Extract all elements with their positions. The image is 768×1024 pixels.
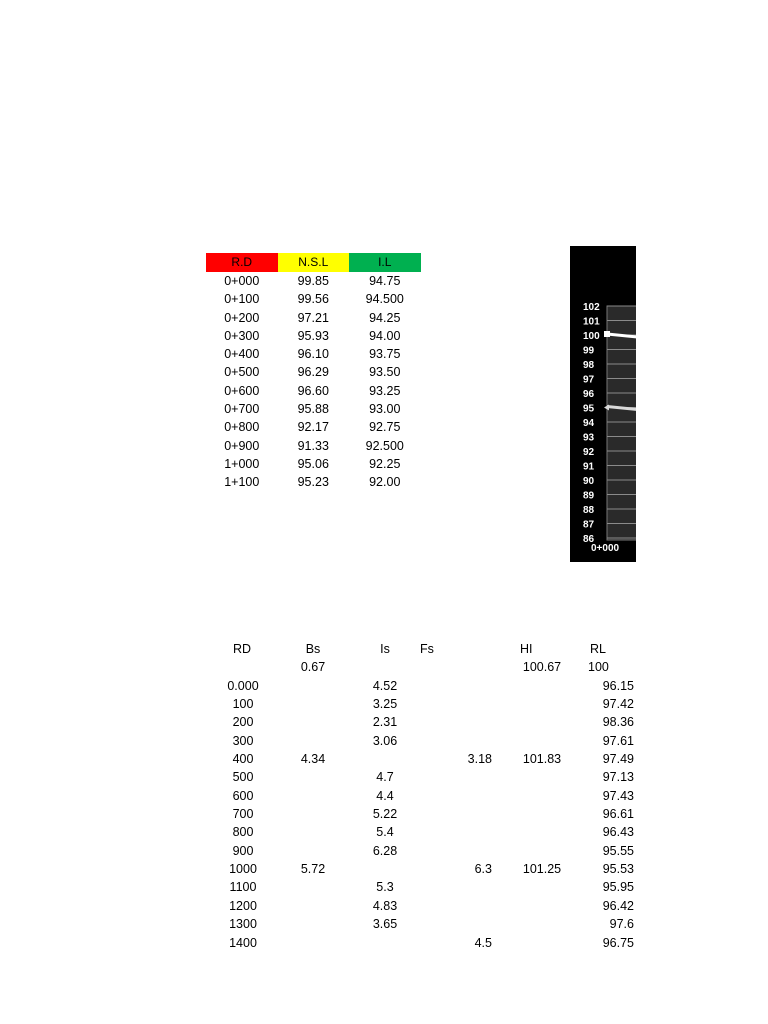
cell-rl: 96.61 — [602, 807, 634, 822]
cell-rl: 97.43 — [602, 788, 634, 803]
cell-rl: 95.95 — [602, 880, 634, 895]
y-tick-label: 99 — [583, 345, 595, 357]
cell-is: 3.25 — [372, 697, 398, 712]
cell-rd: 500 — [232, 770, 254, 785]
cell-nsl: 99.56 — [297, 292, 329, 307]
cell-rd: 1400 — [229, 935, 257, 950]
cell-fs: 3.18 — [467, 752, 492, 767]
profile-chart — [570, 246, 636, 562]
cell-il: 94.25 — [369, 310, 401, 325]
cell-rd: 1+100 — [224, 475, 260, 490]
cell-nsl: 95.93 — [297, 328, 329, 343]
header-rl: RL — [590, 642, 606, 656]
table-row — [0, 805, 768, 823]
table-row — [0, 787, 768, 805]
cell-rl: 100 — [588, 660, 609, 675]
cell-rl: 97.42 — [602, 697, 634, 712]
cell-is: 4.83 — [372, 898, 398, 913]
table-row — [0, 713, 768, 731]
cell-rd: 0+200 — [224, 310, 260, 325]
level-book-header — [0, 640, 768, 658]
cell-is: 5.4 — [376, 825, 394, 840]
y-tick-label: 96 — [583, 389, 595, 400]
cell-hi: 101.25 — [522, 862, 562, 877]
cell-rd: 0+100 — [224, 292, 260, 307]
header-il: I.L — [349, 253, 421, 272]
cell-nsl: 96.10 — [297, 347, 329, 362]
cell-rd: 0+900 — [224, 438, 260, 453]
y-tick-label: 93 — [583, 432, 595, 444]
cell-nsl: 99.85 — [297, 274, 329, 288]
cell-rd: 700 — [232, 807, 254, 822]
cell-rl: 98.36 — [602, 715, 634, 730]
header-nsl: N.S.L — [278, 253, 350, 272]
y-tick-label: 92 — [583, 447, 595, 458]
cell-fs: 4.5 — [474, 935, 492, 950]
cell-rd: 0+700 — [224, 402, 260, 417]
cell-il: 94.500 — [365, 292, 404, 307]
table-row — [206, 400, 421, 418]
cell-hi: 100.67 — [522, 660, 562, 675]
cell-rl: 97.6 — [609, 917, 634, 932]
cell-il: 92.75 — [369, 420, 401, 435]
cell-rd: 1200 — [229, 898, 257, 913]
cell-il: 93.75 — [369, 347, 401, 362]
cell-rd: 400 — [232, 752, 254, 767]
cell-is: 3.65 — [372, 917, 398, 932]
table-row — [206, 437, 421, 455]
cell-bs: 4.34 — [300, 752, 326, 767]
table-row — [0, 823, 768, 841]
y-tick-label: 97 — [583, 374, 595, 386]
cell-rd: 0+300 — [224, 328, 260, 343]
cell-rd: 800 — [232, 825, 254, 840]
table-row — [206, 363, 421, 381]
cell-nsl: 95.88 — [297, 402, 329, 417]
cell-il: 92.00 — [369, 475, 401, 490]
table-row — [0, 658, 768, 676]
cell-rd: 300 — [232, 733, 254, 748]
y-tick-label: 91 — [583, 461, 595, 473]
cell-rd: 600 — [232, 788, 254, 803]
section-table-body — [206, 272, 421, 492]
cell-rd: 900 — [232, 843, 254, 858]
header-rd: R.D — [206, 253, 278, 272]
cell-nsl: 95.06 — [297, 456, 329, 471]
y-tick-label: 101 — [583, 316, 600, 328]
table-row — [206, 382, 421, 400]
cell-is: 4.7 — [376, 770, 394, 785]
header-hi: HI — [520, 642, 533, 656]
cell-is: 6.28 — [372, 843, 398, 858]
cell-il: 92.500 — [365, 438, 404, 453]
cell-nsl: 96.60 — [297, 383, 329, 398]
level-book-table — [0, 640, 768, 952]
cell-rl: 97.13 — [602, 770, 634, 785]
cell-rd: 0+800 — [224, 420, 260, 435]
cell-is: 2.31 — [372, 715, 398, 730]
cell-rd: 1100 — [229, 880, 257, 895]
table-row — [206, 309, 421, 327]
cell-rd: 0+600 — [224, 383, 260, 398]
cell-bs: 5.72 — [300, 862, 326, 877]
cell-rd: 1300 — [229, 917, 257, 932]
y-tick-label: 90 — [583, 476, 595, 487]
plot-area — [607, 306, 636, 540]
table-row — [0, 732, 768, 750]
table-row — [206, 455, 421, 473]
y-tick-label: 86 — [583, 534, 595, 545]
cell-rd: 1000 — [229, 862, 257, 877]
cell-nsl: 91.33 — [297, 438, 329, 453]
level-book-body — [0, 658, 768, 952]
table-row — [206, 345, 421, 363]
table-row — [0, 677, 768, 695]
cell-il: 93.00 — [369, 402, 401, 417]
cell-is: 4.52 — [372, 678, 398, 693]
y-tick-label: 95 — [583, 403, 595, 415]
table-row — [0, 915, 768, 933]
y-tick-label: 98 — [583, 360, 595, 371]
cell-nsl: 95.23 — [297, 475, 329, 490]
table-row — [0, 934, 768, 952]
cell-fs: 6.3 — [474, 862, 492, 877]
table-row — [0, 768, 768, 786]
cell-rd: 0.000 — [227, 678, 259, 693]
cell-nsl: 96.29 — [297, 365, 329, 380]
cell-il: 94.00 — [369, 328, 401, 343]
cell-rl: 95.53 — [602, 862, 634, 877]
profile-chart-svg — [570, 246, 636, 562]
table-row — [206, 290, 421, 308]
header-rd: RD — [232, 642, 252, 656]
cell-nsl: 97.21 — [297, 310, 329, 325]
y-tick-label: 102 — [583, 302, 600, 313]
cell-rl: 96.42 — [602, 898, 634, 913]
table-row — [0, 897, 768, 915]
cell-il: 92.25 — [369, 456, 401, 471]
cell-rd: 0+500 — [224, 365, 260, 380]
cell-rd: 100 — [232, 697, 254, 712]
cell-is: 4.4 — [376, 788, 394, 803]
cell-rd: 200 — [232, 715, 254, 730]
table-row — [0, 750, 768, 768]
header-bs: Bs — [305, 642, 321, 656]
y-tick-label: 100 — [583, 331, 600, 342]
y-tick-label: 94 — [583, 418, 595, 429]
table-row — [206, 327, 421, 345]
level-marker — [604, 331, 610, 337]
cell-rd: 0+400 — [224, 347, 260, 362]
header-is: Is — [380, 642, 390, 656]
y-tick-label: 88 — [583, 505, 595, 516]
cell-rd: 1+000 — [224, 456, 260, 471]
cell-il: 93.50 — [369, 365, 401, 380]
cell-hi: 101.83 — [522, 752, 562, 767]
cell-rl: 97.61 — [602, 733, 634, 748]
x-tick-label: 0+000 — [591, 543, 620, 554]
cell-is: 3.06 — [372, 733, 398, 748]
table-row — [0, 878, 768, 896]
y-tick-label: 89 — [583, 490, 595, 502]
cell-bs: 0.67 — [300, 660, 326, 675]
cell-nsl: 92.17 — [297, 420, 329, 435]
table-row — [0, 842, 768, 860]
cell-rl: 95.55 — [602, 843, 634, 858]
section-table — [206, 253, 421, 492]
table-row — [206, 473, 421, 491]
table-row — [206, 272, 421, 290]
cell-rd: 0+000 — [224, 274, 260, 288]
cell-il: 93.25 — [369, 383, 401, 398]
header-fs: Fs — [420, 642, 434, 656]
section-table-header — [206, 253, 421, 272]
cell-rl: 96.43 — [602, 825, 634, 840]
cell-is: 5.3 — [376, 880, 394, 895]
y-tick-label: 87 — [583, 519, 595, 531]
cell-rl: 97.49 — [602, 752, 634, 767]
cell-il: 94.75 — [369, 274, 401, 288]
table-row — [0, 860, 768, 878]
table-row — [0, 695, 768, 713]
table-row — [206, 418, 421, 436]
cell-is: 5.22 — [372, 807, 398, 822]
cell-rl: 96.75 — [602, 935, 634, 950]
cell-rl: 96.15 — [602, 678, 634, 693]
